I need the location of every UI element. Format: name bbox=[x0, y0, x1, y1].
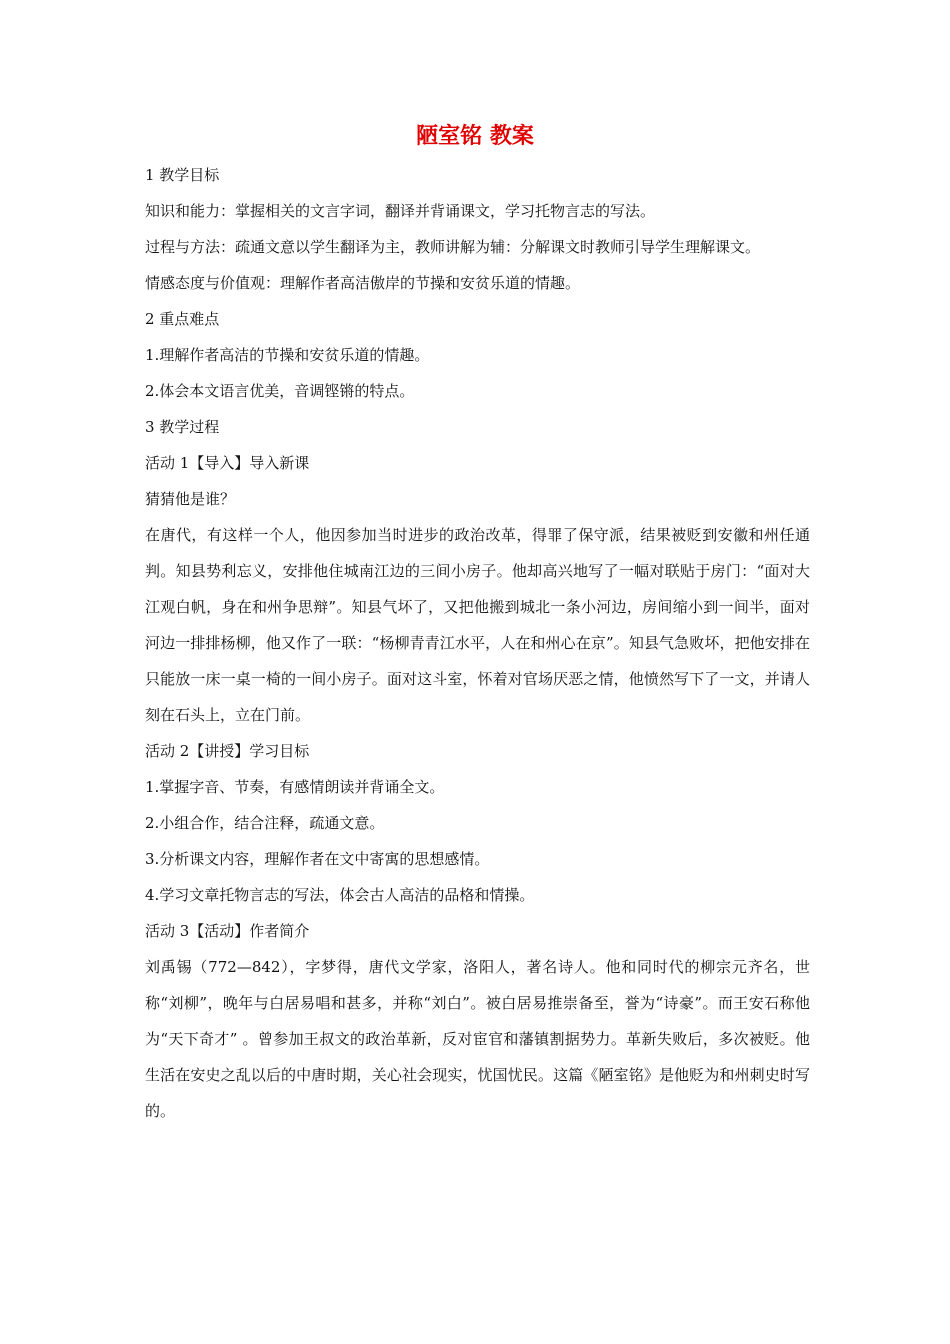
section-heading-objectives: 1 教学目标 bbox=[145, 166, 220, 184]
activity-3-heading: 活动 3【活动】作者简介 bbox=[145, 922, 310, 940]
learning-goal-1: 1.掌握字音、节奏，有感情朗读并背诵全文。 bbox=[145, 778, 445, 796]
activity-1-question: 猜猜他是谁？ bbox=[145, 490, 236, 508]
document-body bbox=[145, 157, 810, 1129]
learning-goal-2: 2.小组合作，结合注释，疏通文意。 bbox=[145, 814, 385, 832]
activity-1-story: 在唐代，有这样一个人，他因参加当时进步的政治改革，得罪了保守派，结果被贬到安徽和州任通判。知县势利忘义，安排他住城南江边的三间小房子。他却高兴地写了一幅对联贴于房门：“面对大江观白帆，身在和州争思辩”。知县气坏了，又把他搬到城北一条小河边，房间缩小到一间半，面对河边一排排杨柳，他又作了一联：“杨柳青青江水平，人在和州心在京”。知县气急败坏，把他安排在只能放一床一桌一椅的一间小房子。面对这斗室，怀着对官场厌恶之情，他愤然写下了一文，并请人刻在石头上，立在门前。 bbox=[145, 526, 810, 724]
objective-emotion: 情感态度与价值观：理解作者高洁傲岸的节操和安贫乐道的情趣。 bbox=[145, 274, 581, 292]
author-bio: 刘禹锡（772—842），字梦得，唐代文学家，洛阳人，著名诗人。他和同时代的柳宗元齐名，世称“刘柳”，晚年与白居易唱和甚多，并称“刘白”。被白居易推崇备至，誉为“诗豪”。而王安石称他为“天下奇才” 。曾参加王叔文的政治革新，反对宦官和藩镇割据势力。革新失败后，多次被贬。他生活在安史之乱以后的中唐时期，关心社会现实，忧国忧民。这篇《陋室铭》是他贬为和州刺史时写的。 bbox=[145, 958, 810, 1120]
objective-knowledge: 知识和能力：掌握相关的文言字词，翻译并背诵课文，学习托物言志的写法。 bbox=[145, 202, 656, 220]
activity-2-heading: 活动 2【讲授】学习目标 bbox=[145, 742, 310, 760]
document-title: 陋室铭 教案 bbox=[416, 123, 534, 149]
learning-goal-4: 4.学习文章托物言志的写法，体会古人高洁的品格和情操。 bbox=[145, 886, 535, 904]
key-point-2: 2.体会本文语言优美，音调铿锵的特点。 bbox=[145, 382, 415, 400]
section-heading-process: 3 教学过程 bbox=[145, 418, 220, 436]
activity-1-heading: 活动 1【导入】导入新课 bbox=[145, 454, 310, 472]
objective-process: 过程与方法：疏通文意以学生翻译为主，教师讲解为辅：分解课文时教师引导学生理解课文。 bbox=[145, 238, 761, 256]
section-heading-key-points: 2 重点难点 bbox=[145, 310, 220, 328]
key-point-1: 1.理解作者高洁的节操和安贫乐道的情趣。 bbox=[145, 346, 430, 364]
learning-goal-3: 3.分析课文内容，理解作者在文中寄寓的思想感情。 bbox=[145, 850, 490, 868]
